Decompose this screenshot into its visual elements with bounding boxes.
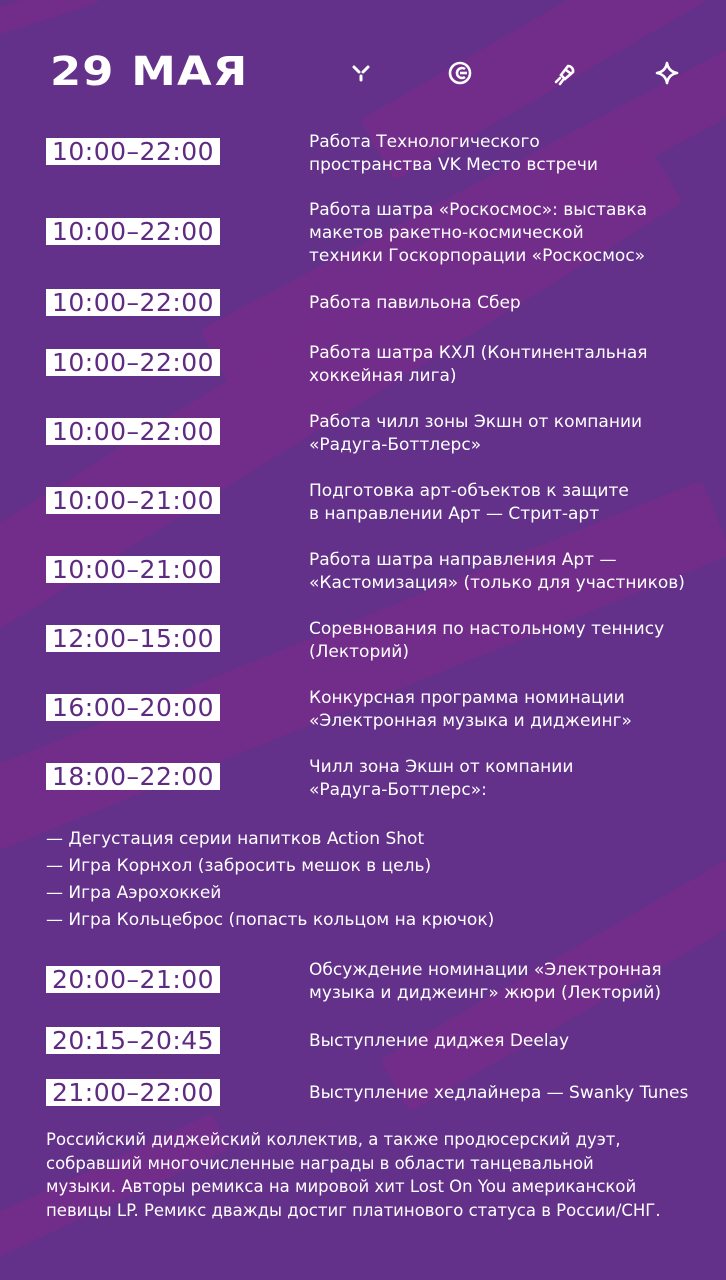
event-description: Соревнования по настольному теннису (Лекторий) (309, 619, 665, 662)
event-description: Выступление хедлайнера — Swanky Tunes (309, 1083, 689, 1103)
y-branch-icon (348, 60, 374, 86)
list-item: — Дегустация серии напитков Action Shot (46, 829, 425, 849)
event-description: Обсуждение номинации «Электронная музыка и диджеинг» жюри (Лекторий) (309, 960, 662, 1003)
time-badge: 12:00–15:00 (46, 625, 220, 652)
event-description: Работа павильона Сбер (309, 293, 521, 313)
event-description: Работа Технологического пространства VK Место встречи (309, 132, 598, 175)
event-description: Работа шатра направления Арт — «Кастомизация» (только для участников) (309, 550, 685, 593)
rocket-icon (552, 60, 578, 86)
list-item: — Игра Аэрохоккей (46, 883, 222, 903)
event-description: Конкурсная программа номинации «Электронная музыка и диджеинг» (309, 688, 632, 731)
header (50, 50, 690, 95)
event-description: Подготовка арт-объектов к защите в направлении Арт — Стрит-арт (309, 481, 629, 524)
time-badge: 10:00–22:00 (46, 349, 220, 376)
time-badge: 10:00–21:00 (46, 556, 220, 583)
time-badge: 20:15–20:45 (46, 1027, 220, 1054)
category-icons (348, 60, 688, 86)
time-badge: 20:00–21:00 (46, 966, 220, 993)
time-badge: 10:00–22:00 (46, 418, 220, 445)
time-badge: 10:00–22:00 (46, 138, 220, 165)
event-description: Работа шатра КХЛ (Континентальная хоккейная лига) (309, 343, 648, 386)
event-description: Работа чилл зоны Экшн от компании «Радуга-Боттлерс» (309, 412, 643, 455)
chill-zone-activity-list (46, 826, 706, 934)
time-badge: 10:00–21:00 (46, 487, 220, 514)
page-title: 29 МАЯ (50, 49, 249, 95)
time-badge: 21:00–22:00 (46, 1079, 220, 1106)
list-item: — Игра Кольцеброс (попасть кольцом на крючок) (46, 910, 495, 930)
event-description: Выступление диджея Deelay (309, 1031, 570, 1051)
ring-target-icon (447, 60, 473, 86)
time-badge: 16:00–20:00 (46, 694, 220, 721)
time-badge: 10:00–22:00 (46, 218, 220, 245)
list-item: — Игра Корнхол (забросить мешок в цель) (46, 856, 432, 876)
event-description: Работа шатра «Роскосмос»: выставка макетов ракетно-космической техники Госкорпорации «Роскосмос» (309, 200, 648, 266)
time-badge: 18:00–22:00 (46, 763, 220, 790)
headliner-description: Российский диджейский коллектив, а также продюсерский дуэт, собравший многочисленные награды в области танцевальной музыки. Авторы ремикса на мировой хит Lost On You американской певицы LP. Ремикс дважды достиг платинового статуса в России/СНГ. (46, 1130, 661, 1220)
time-badge: 10:00–22:00 (46, 289, 220, 316)
event-description: Чилл зона Экшн от компании «Радуга-Боттлерс»: (309, 757, 574, 800)
sparkle-star-icon (654, 60, 680, 86)
background-streak (0, 0, 101, 45)
